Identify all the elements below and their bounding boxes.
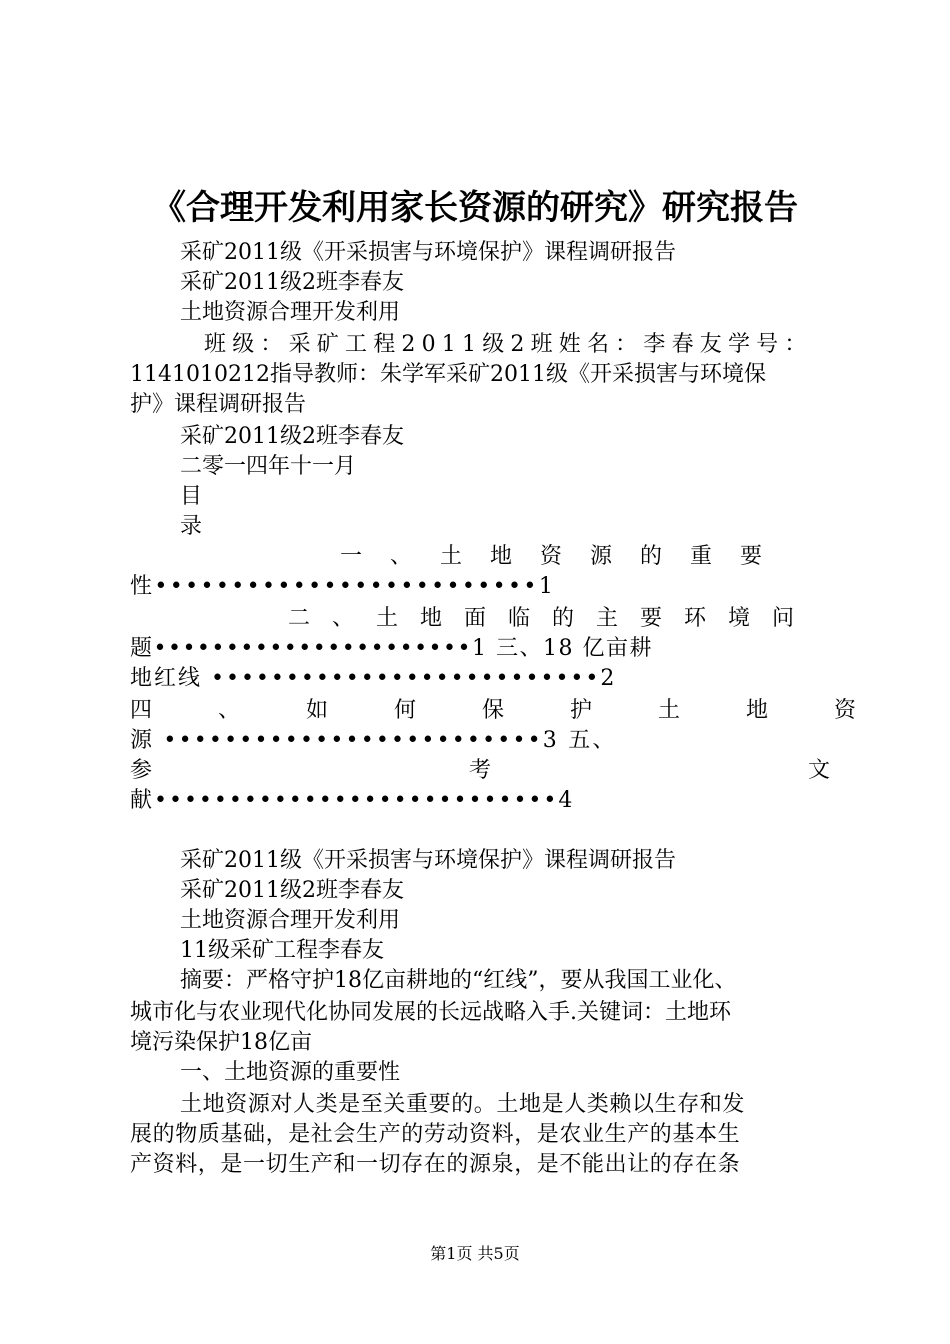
cover-line-1: 采矿2011级《开采损害与环境保护》课程调研报告 xyxy=(180,240,676,265)
cover-info-line-2: 1141010212指导教师：朱学军采矿2011级《开采损害与环境保 xyxy=(130,362,766,387)
cover-info-line-3: 护》课程调研报告 xyxy=(130,392,307,417)
toc-item-5-left: 参 xyxy=(130,758,153,783)
paragraph-line-1: 土地资源对人类是至关重要的。土地是人类赖以生存和发 xyxy=(180,1092,746,1117)
cover-info-line-1: 班级：采矿工程2011级2班姓名：李春友学号： xyxy=(204,332,813,357)
toc-item-2-b: 题••••••••••••••••••••••1 三、18 亿亩耕 xyxy=(130,636,653,661)
body-author-line: 11级采矿工程李春友 xyxy=(180,938,384,963)
cover-line-2: 采矿2011级2班李春友 xyxy=(180,270,404,295)
toc-item-4-a: 四、如何保护土地资 xyxy=(130,698,923,723)
abstract-line-2: 城市化与农业现代化协同发展的长远战略入手.关键词：土地环 xyxy=(130,1000,731,1025)
toc-heading-1: 目 xyxy=(180,484,203,509)
body-line-2: 采矿2011级2班李春友 xyxy=(180,878,404,903)
paragraph-line-3: 产资料，是一切生产和一切存在的源泉，是不能出让的存在条 xyxy=(130,1152,741,1177)
abstract-line-3: 境污染保护18亿亩 xyxy=(130,1030,312,1055)
toc-item-1-a: 一、土地资源的重要 xyxy=(340,544,791,569)
toc-item-5-a xyxy=(130,756,830,786)
paragraph-line-2: 展的物质基础，是社会生产的劳动资料，是农业生产的基本生 xyxy=(130,1122,741,1147)
page-footer: 第1页 共5页 xyxy=(430,1244,520,1263)
body-line-3: 土地资源合理开发利用 xyxy=(180,908,401,933)
section-heading-1: 一、土地资源的重要性 xyxy=(180,1060,401,1085)
abstract-line-1: 摘要：严格守护18亿亩耕地的“红线”，要从我国工业化、 xyxy=(180,968,737,993)
toc-heading-2: 录 xyxy=(180,514,203,539)
toc-item-3: 地红线 ••••••••••••••••••••••••••2 xyxy=(130,666,617,691)
toc-item-5-right: 文 xyxy=(807,758,830,783)
toc-item-2-a: 二、土地面临的主要环境问 xyxy=(288,606,817,631)
body-line-1: 采矿2011级《开采损害与环境保护》课程调研报告 xyxy=(180,848,676,873)
cover-line-3: 土地资源合理开发利用 xyxy=(180,300,401,325)
toc-item-5-middle: 考 xyxy=(468,758,491,783)
toc-item-5-b: 献•••••••••••••••••••••••••••4 xyxy=(130,788,575,813)
toc-item-4-b: 源 •••••••••••••••••••••••••3 五、 xyxy=(130,728,617,753)
cover-line-4: 采矿2011级2班李春友 xyxy=(180,424,404,449)
document-title: 《合理开发利用家长资源的研究》研究报告 xyxy=(152,188,798,228)
toc-item-1-b: 性•••••••••••••••••••••••••1 xyxy=(130,574,556,599)
cover-date: 二零一四年十一月 xyxy=(180,454,357,479)
